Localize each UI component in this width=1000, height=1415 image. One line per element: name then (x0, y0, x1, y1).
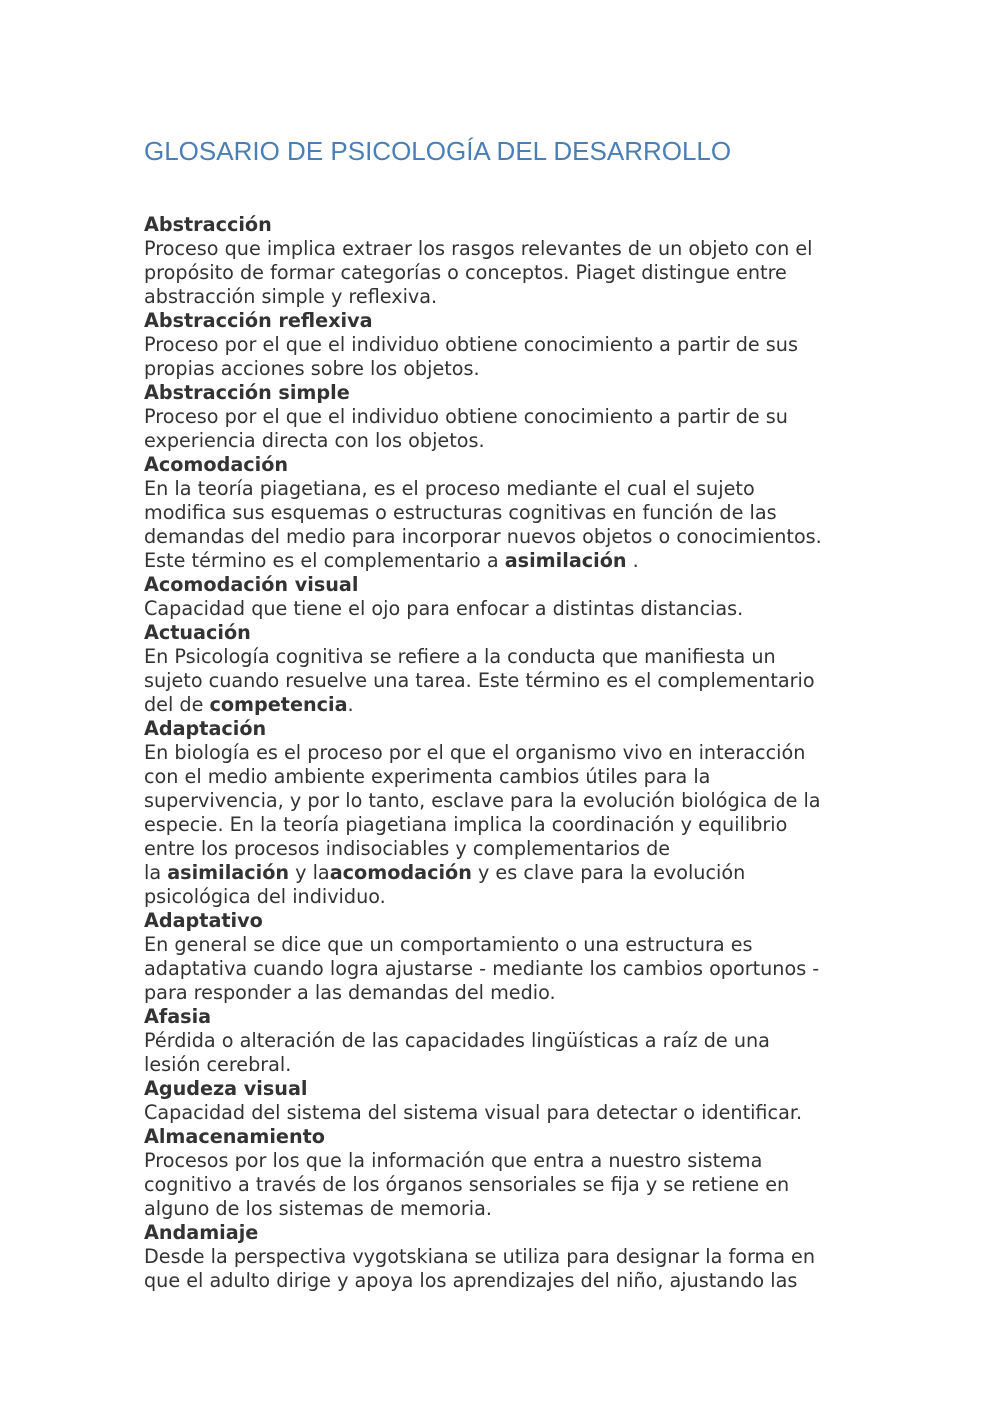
definition-text: que el adulto dirige y apoya los aprendizajes del niño, ajustando las (144, 1269, 798, 1292)
definition-line (144, 789, 864, 813)
definition-text: Pérdida o alteración de las capacidades lingüísticas a raíz de una (144, 1029, 770, 1052)
definition-text: y la (289, 861, 330, 884)
definition-text: Capacidad del sistema del sistema visual para detectar o identificar. (144, 1101, 803, 1124)
definition-text: la (144, 861, 168, 884)
definition-line (144, 333, 864, 357)
cross-reference-term: asimilación (504, 549, 627, 572)
glossary-term: Acomodación (144, 453, 289, 476)
definition-line (144, 837, 864, 861)
glossary-term: Almacenamiento (144, 1125, 325, 1148)
definition-text: abstracción simple y reflexiva. (144, 285, 438, 308)
glossary-entry (144, 909, 864, 1005)
definition-line (144, 1053, 864, 1077)
definition-text: para responder a las demandas del medio. (144, 981, 556, 1004)
glossary-term: Adaptación (144, 717, 267, 740)
definition-line (144, 357, 864, 381)
definition-text: Procesos por los que la información que entra a nuestro sistema (144, 1149, 763, 1172)
definition-line (144, 957, 864, 981)
definition-text: . (626, 549, 639, 572)
definition-text: cognitivo a través de los órganos sensoriales se fija y se retiene en (144, 1173, 790, 1196)
definition-text: modifica sus esquemas o estructuras cognitivas en función de las (144, 501, 777, 524)
definition-line (144, 429, 864, 453)
definition-text: Proceso que implica extraer los rasgos relevantes de un objeto con el (144, 237, 813, 260)
definition-line (144, 885, 864, 909)
definition-text: Capacidad que tiene el ojo para enfocar a distintas distancias. (144, 597, 744, 620)
definition-line (144, 861, 864, 885)
definition-line (144, 741, 864, 765)
glossary-entry (144, 717, 864, 909)
definition-text: Desde la perspectiva vygotskiana se utiliza para designar la forma en (144, 1245, 816, 1268)
cross-reference-term: asimilación (167, 861, 290, 884)
definition-line (144, 933, 864, 957)
definition-text: y es clave para la evolución (471, 861, 746, 884)
definition-text: supervivencia, y por lo tanto, esclave para la evolución biológica de la (144, 789, 821, 812)
glossary-entry (144, 1221, 864, 1293)
definition-line (144, 1197, 864, 1221)
definition-line (144, 477, 864, 501)
definition-line (144, 1269, 864, 1293)
glossary-term: Acomodación visual (144, 573, 359, 596)
glossary-term: Agudeza visual (144, 1077, 308, 1100)
definition-text: entre los procesos indisociables y complementarios de (144, 837, 671, 860)
definition-line (144, 1029, 864, 1053)
definition-text: En Psicología cognitiva se refiere a la conducta que manifiesta un (144, 645, 776, 668)
definition-text: especie. En la teoría piagetiana implica la coordinación y equilibrio (144, 813, 788, 836)
definition-line (144, 765, 864, 789)
definition-line (144, 597, 864, 621)
definition-text: En biología es el proceso por el que el organismo vivo en interacción (144, 741, 806, 764)
definition-line (144, 1149, 864, 1173)
definition-text: lesión cerebral. (144, 1053, 292, 1076)
definition-text: En general se dice que un comportamiento o una estructura es (144, 933, 753, 956)
definition-line (144, 645, 864, 669)
definition-text: demandas del medio para incorporar nuevos objetos o conocimientos. (144, 525, 822, 548)
glossary-term: Adaptativo (144, 909, 263, 932)
glossary-entry (144, 213, 864, 309)
definition-text: alguno de los sistemas de memoria. (144, 1197, 492, 1220)
definition-text: propósito de formar categorías o conceptos. Piaget distingue entre (144, 261, 787, 284)
definition-line (144, 669, 864, 693)
definition-line (144, 237, 864, 261)
definition-text: psicológica del individuo. (144, 885, 386, 908)
definition-line (144, 1245, 864, 1269)
cross-reference-term: acomodación (329, 861, 472, 884)
glossary-entry (144, 309, 864, 381)
definition-line (144, 981, 864, 1005)
definition-text: adaptativa cuando logra ajustarse - mediante los cambios oportunos - (144, 957, 820, 980)
glossary-term: Abstracción (144, 213, 272, 236)
definition-line (144, 405, 864, 429)
definition-line (144, 693, 864, 717)
definition-line (144, 1173, 864, 1197)
definition-line (144, 549, 864, 573)
glossary-entry (144, 1005, 864, 1077)
definition-text: Proceso por el que el individuo obtiene conocimiento a partir de sus (144, 333, 798, 356)
definition-text: del de (144, 693, 210, 716)
glossary-term: Abstracción reflexiva (144, 309, 373, 332)
definition-line (144, 285, 864, 309)
glossary-entry (144, 573, 864, 621)
definition-text: sujeto cuando resuelve una tarea. Este término es el complementario (144, 669, 815, 692)
page-title: GLOSARIO DE PSICOLOGÍA DEL DESARROLLO (144, 136, 732, 166)
cross-reference-term: competencia (209, 693, 348, 716)
definition-line (144, 1101, 864, 1125)
definition-text: Proceso por el que el individuo obtiene conocimiento a partir de su (144, 405, 788, 428)
glossary-entry (144, 1125, 864, 1221)
definition-text: . (347, 693, 354, 716)
definition-line (144, 813, 864, 837)
glossary-list (144, 213, 864, 1293)
definition-text: con el medio ambiente experimenta cambios útiles para la (144, 765, 711, 788)
glossary-term: Abstracción simple (144, 381, 350, 404)
glossary-entry (144, 621, 864, 717)
glossary-entry (144, 1077, 864, 1125)
glossary-entry (144, 453, 864, 573)
definition-line (144, 261, 864, 285)
definition-text: propias acciones sobre los objetos. (144, 357, 480, 380)
definition-line (144, 525, 864, 549)
glossary-entry (144, 381, 864, 453)
definition-text: experiencia directa con los objetos. (144, 429, 485, 452)
definition-text: Este término es el complementario a (144, 549, 505, 572)
glossary-term: Actuación (144, 621, 251, 644)
glossary-term: Afasia (144, 1005, 212, 1028)
definition-line (144, 501, 864, 525)
definition-text: En la teoría piagetiana, es el proceso mediante el cual el sujeto (144, 477, 755, 500)
glossary-term: Andamiaje (144, 1221, 259, 1244)
